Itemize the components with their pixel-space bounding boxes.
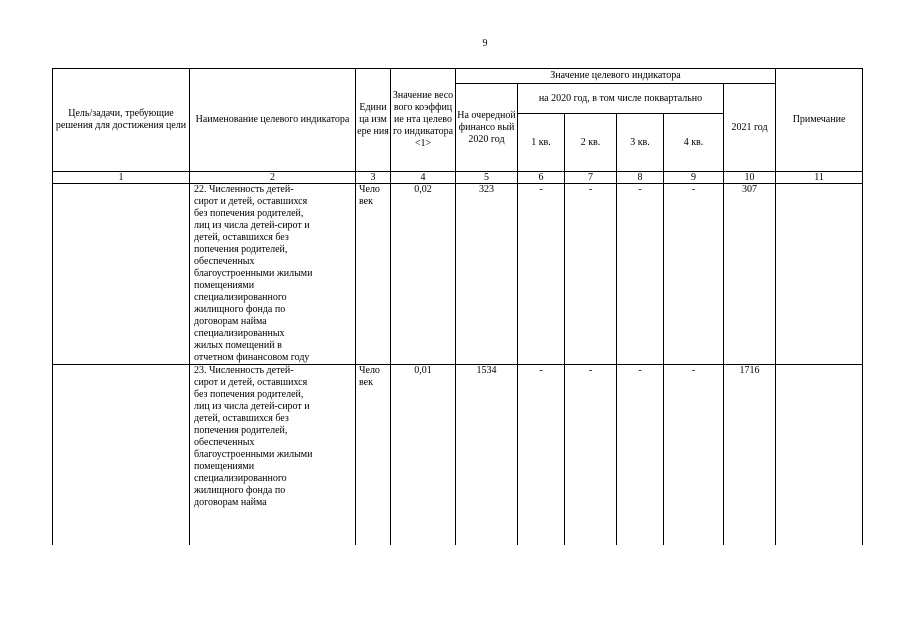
column-number: 11	[776, 172, 863, 184]
next-year-cell: 323	[456, 184, 518, 365]
header-indicator-name: Наименование целевого индикатора	[190, 69, 356, 172]
header-q1: 1 кв.	[518, 114, 565, 172]
weight-cell: 0,02	[391, 184, 456, 365]
goal-cell	[53, 184, 190, 365]
column-number: 7	[565, 172, 617, 184]
indicator-name-cell: 23. Численность детей- сирот и детей, оставшихся без попечения родителей, лиц из числа детей-сирот и детей, оставшихся без попечения родителей, обеспеченных благоустроенными жилыми помещениями специализированного жилищного фонда по договорам найма	[190, 365, 356, 546]
q2-cell: -	[565, 184, 617, 365]
column-number: 1	[53, 172, 190, 184]
column-number: 5	[456, 172, 518, 184]
header-2020-quarterly: на 2020 год, в том числе поквартально	[518, 84, 724, 114]
unit-cell: Чело век	[356, 184, 391, 365]
header-2021: 2021 год	[724, 84, 776, 172]
weight-cell: 0,01	[391, 365, 456, 546]
header-note: Примечание	[776, 69, 863, 172]
column-number: 9	[664, 172, 724, 184]
page-number: 9	[482, 38, 488, 49]
column-number-row	[53, 172, 863, 184]
column-number: 10	[724, 172, 776, 184]
next-year-cell: 1534	[456, 365, 518, 546]
column-number: 8	[617, 172, 664, 184]
unit-cell: Чело век	[356, 365, 391, 546]
table-row	[53, 365, 863, 546]
q3-cell: -	[617, 365, 664, 546]
q3-cell: -	[617, 184, 664, 365]
header-q2: 2 кв.	[565, 114, 617, 172]
column-number: 3	[356, 172, 391, 184]
header-weight: Значение весового коэффицие нта целевого индикатора <1>	[391, 69, 456, 172]
note-cell	[776, 365, 863, 546]
q1-cell: -	[518, 184, 565, 365]
column-number: 6	[518, 172, 565, 184]
table-row	[53, 184, 863, 365]
q4-cell: -	[664, 365, 724, 546]
year-2021-cell: 1716	[724, 365, 776, 546]
year-2021-cell: 307	[724, 184, 776, 365]
q2-cell: -	[565, 365, 617, 546]
header-unit: Едини ца измере ния	[356, 69, 391, 172]
header-target-value: Значение целевого индикатора	[456, 69, 776, 84]
header-goal: Цель/задачи, требующие решения для достижения цели	[53, 69, 190, 172]
column-number: 4	[391, 172, 456, 184]
q4-cell: -	[664, 184, 724, 365]
header-next-year: На очередной финансо вый 2020 год	[456, 84, 518, 172]
q1-cell: -	[518, 365, 565, 546]
goal-cell	[53, 365, 190, 546]
indicator-name-cell: 22. Численность детей- сирот и детей, оставшихся без попечения родителей, лиц из числа детей-сирот и детей, оставшихся без попечения родителей, обеспеченных благоустроенными жилыми помещениями специализированного жилищного фонда по договорам найма специализированных жилых помещений в отчетном финансовом году	[190, 184, 356, 365]
header-q3: 3 кв.	[617, 114, 664, 172]
note-cell	[776, 184, 863, 365]
indicator-table	[52, 68, 863, 545]
column-number: 2	[190, 172, 356, 184]
header-q4: 4 кв.	[664, 114, 724, 172]
